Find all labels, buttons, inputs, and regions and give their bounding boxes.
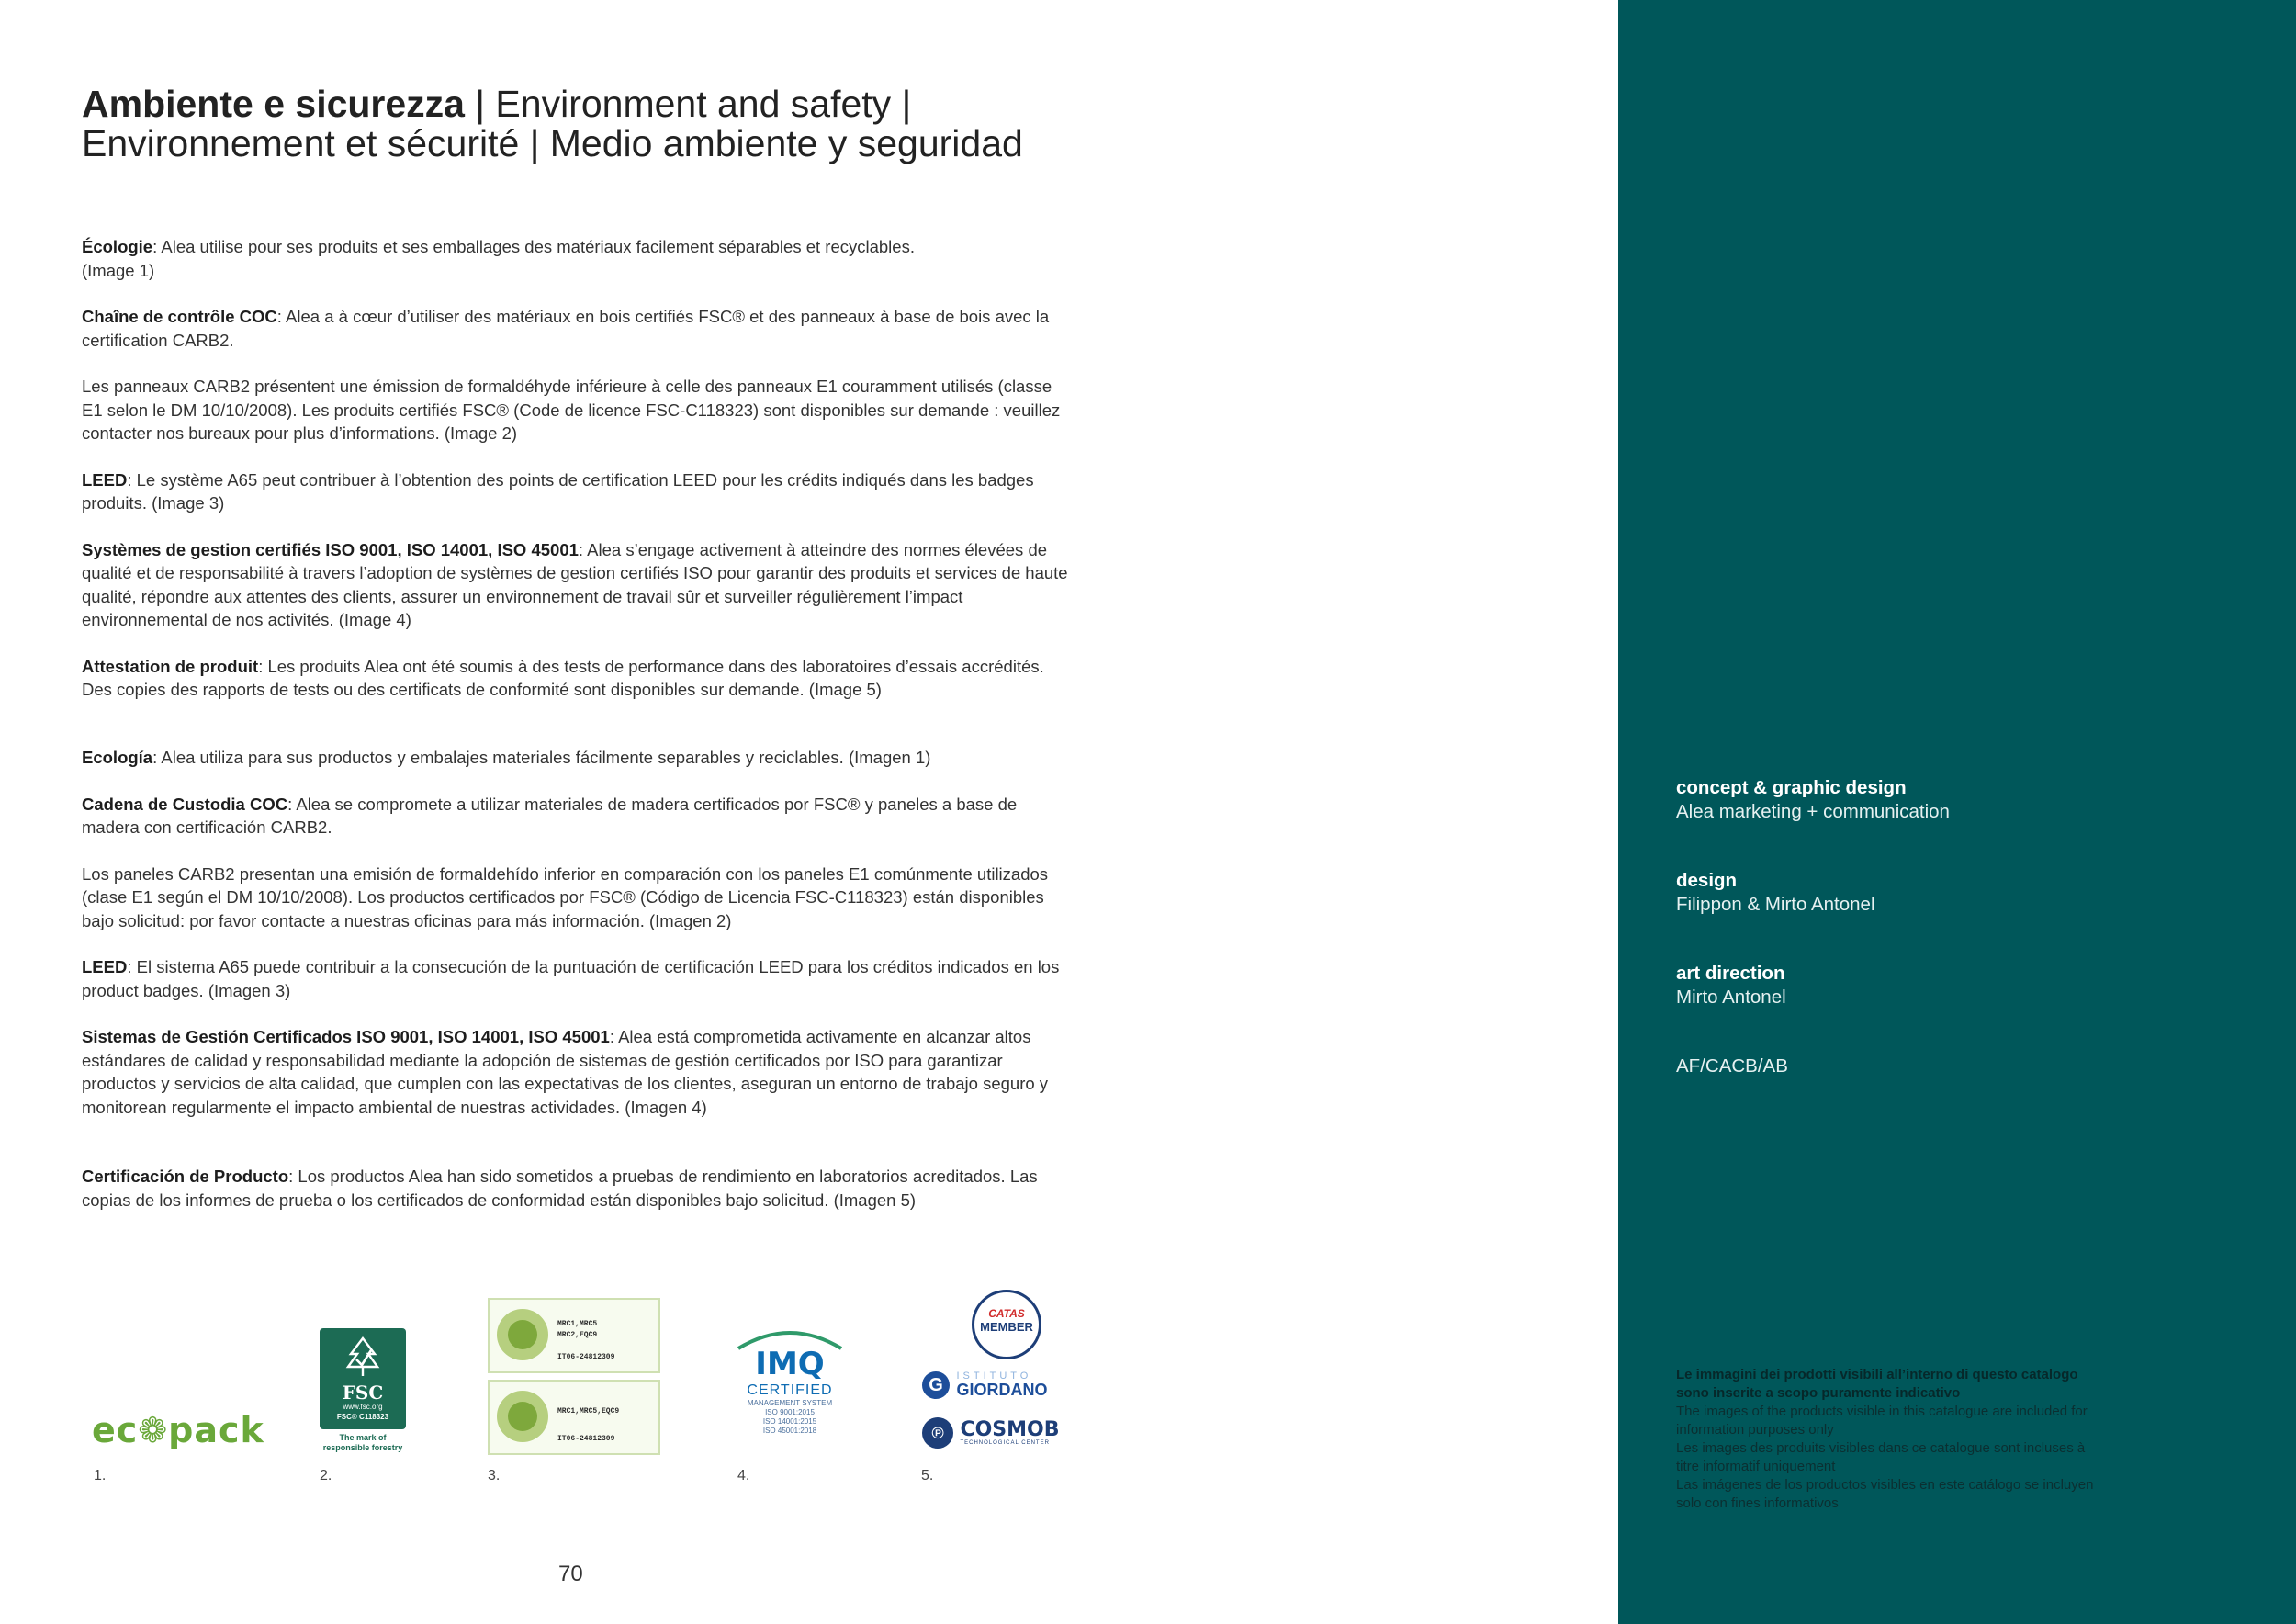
logo-number: 4. (737, 1468, 750, 1483)
logo-number: 5. (921, 1468, 934, 1483)
ecopack-logo: ec❁pack (92, 1410, 264, 1450)
cosmob-mark-icon: ℗ (922, 1417, 953, 1449)
tree-check-icon (340, 1334, 386, 1380)
logo-number: 3. (488, 1468, 501, 1483)
cosmob-logo: ℗ COSMOB TECHNOLOGICAL CENTER (922, 1417, 1069, 1449)
credit-design: design Filippon & Mirto Antonel (1676, 870, 1875, 915)
paragraph-leed-es: LEED: El sistema A65 puede contribuir a la consecución de la puntuación de certificación LEED para los créditos indicados en los product badges. (Imagen 3) (82, 957, 1060, 1000)
credits-sidebar (1618, 0, 2296, 1624)
paragraph-cadena: Cadena de Custodia COC: Alea se compromete a utilizar materiales de madera certificados por FSC® y paneles a base de madera con certificación CARB2. (82, 794, 1018, 837)
paragraph-coc: Chaîne de contrôle COC: Alea a à cœur d’utiliser des matériaux en bois certifiés FSC® et des panneaux à base de bois avec la certification CARB2. (82, 307, 1050, 350)
paragraph-attestation: Attestation de produit: Les produits Alea ont été soumis à des tests de performance dans des laboratoires d’essais accrédités. Des copies des rapports de tests ou des certificats de conformité sont disponibles sur demande. (Image 5) (82, 656, 1044, 699)
paragraph-iso: Systèmes de gestion certifiés ISO 9001, ISO 14001, ISO 45001: Alea s’engage activement à atteindre des normes élevées de qualité et de responsabilité à travers l’adoption de systèmes de gestion certifiés ISO pour garantir des produits et services de haute qualité, répondre aux attentes des clients, assurer un environnement de travail sûr et surveiller régulièrement l’impact environnemental de nos activités. (Image 4) (82, 539, 1068, 629)
catas-member-logo: CATAS MEMBER (972, 1290, 1041, 1359)
page-number: 70 (558, 1562, 583, 1586)
logo-number: 2. (320, 1468, 332, 1483)
logo-number: 1. (94, 1468, 107, 1483)
paragraph-ecologie: Écologie: Alea utilise pour ses produits et ses emballages des matériaux facilement séparables et recyclables. (Image 1) (82, 237, 915, 280)
paragraph-certificacion: Certificación de Producto: Los productos Alea han sido sometidos a pruebas de rendimiento en laboratorios acreditados. Las copias de los informes de prueba o los certificados de conformidad están disponibles bajo solicitud. (Imagen 5) (82, 1167, 1038, 1210)
fsc-logo: FSC www.fsc.org FSC® C118323 The mark of responsible forestry (320, 1328, 406, 1453)
spanish-section (82, 746, 1074, 1212)
paragraph-carb2: Les panneaux CARB2 présentent une émission de formaldéhyde inférieure à celle des panneaux E1 couramment utilisés (classe E1 selon le DM 10/10/2008). Les produits certifiés FSC® (Code de licence FSC-C118323) sont disponibles sur demande : veuillez contacter nos bureaux pour plus d’informations. (Image 2) (82, 377, 1061, 443)
credit-art-direction: art direction Mirto Antonel (1676, 963, 1786, 1008)
page-title: Ambiente e sicurezza | Environment and safety | Environnement et sécurité | Medio ambiente y seguridad (82, 83, 1023, 164)
credit-concept: concept & graphic design Alea marketing + communication (1676, 777, 1950, 822)
paragraph-leed: LEED: Le système A65 peut contribuer à l’obtention des points de certification LEED pour les crédits indiqués dans les badges produits. (Image 3) (82, 469, 1034, 513)
french-section (82, 235, 1074, 702)
giordano-logo: G ISTITUTO GIORDANO (922, 1371, 1060, 1399)
paragraph-carb2-es: Los paneles CARB2 presentan una emisión de formaldehído inferior en comparación con los paneles E1 comúnmente utilizados (clase E1 según el DM 10/10/2008). Los productos certificados por FSC® (Código de Licencia FSC-C118323) están disponibles bajo solicitud: por favor contacte a nuestras oficinas para más información. (Imagen 2) (82, 863, 1049, 930)
paragraph-ecologia: Ecología: Alea utiliza para sus productos y embalajes materiales fácilmente separables y reciclables. (Imagen 1) (82, 748, 931, 767)
catalogue-code: AF/CACB/AB (1676, 1055, 1788, 1077)
paragraph-iso-es: Sistemas de Gestión Certificados ISO 9001, ISO 14001, ISO 45001: Alea está comprometida activamente en alcanzar altos estándares de calidad y responsabilidad mediante la adopción de sistemas de gestión certificados por ISO para garantizar productos y servicios de alta calidad, que cumplen con las expectativas de los clientes, aseguran un entorno de trabajo seguro y monitorean regularmente el impacto ambiental de nuestras actividades. (Imagen 4) (82, 1027, 1049, 1117)
leed-badge-top: MRC1,MRC5 MRC2,EQC9 IT06-24812309 (488, 1298, 660, 1373)
disclaimer: Le immagini dei prodotti visibili all’interno di questo catalogo sono inserite a scopo puramente indicativo The images of the products visible in this catalogue are included for information purposes only Les images des produits visibles dans ce catalogue sont incluses à titre informatif uniquement Las imágenes de los productos visibles en este catálogo se incluyen solo con fines informativos (1676, 1367, 2094, 1511)
giordano-g-icon: G (922, 1371, 950, 1399)
imq-logo: IMQ CERTIFIED MANAGEMENT SYSTEM ISO 9001:2015 ISO 14001:2015 ISO 45001:2018 (735, 1323, 845, 1436)
leed-badge-bottom: MRC1,MRC5,EQC9 IT06-24812309 (488, 1380, 660, 1455)
